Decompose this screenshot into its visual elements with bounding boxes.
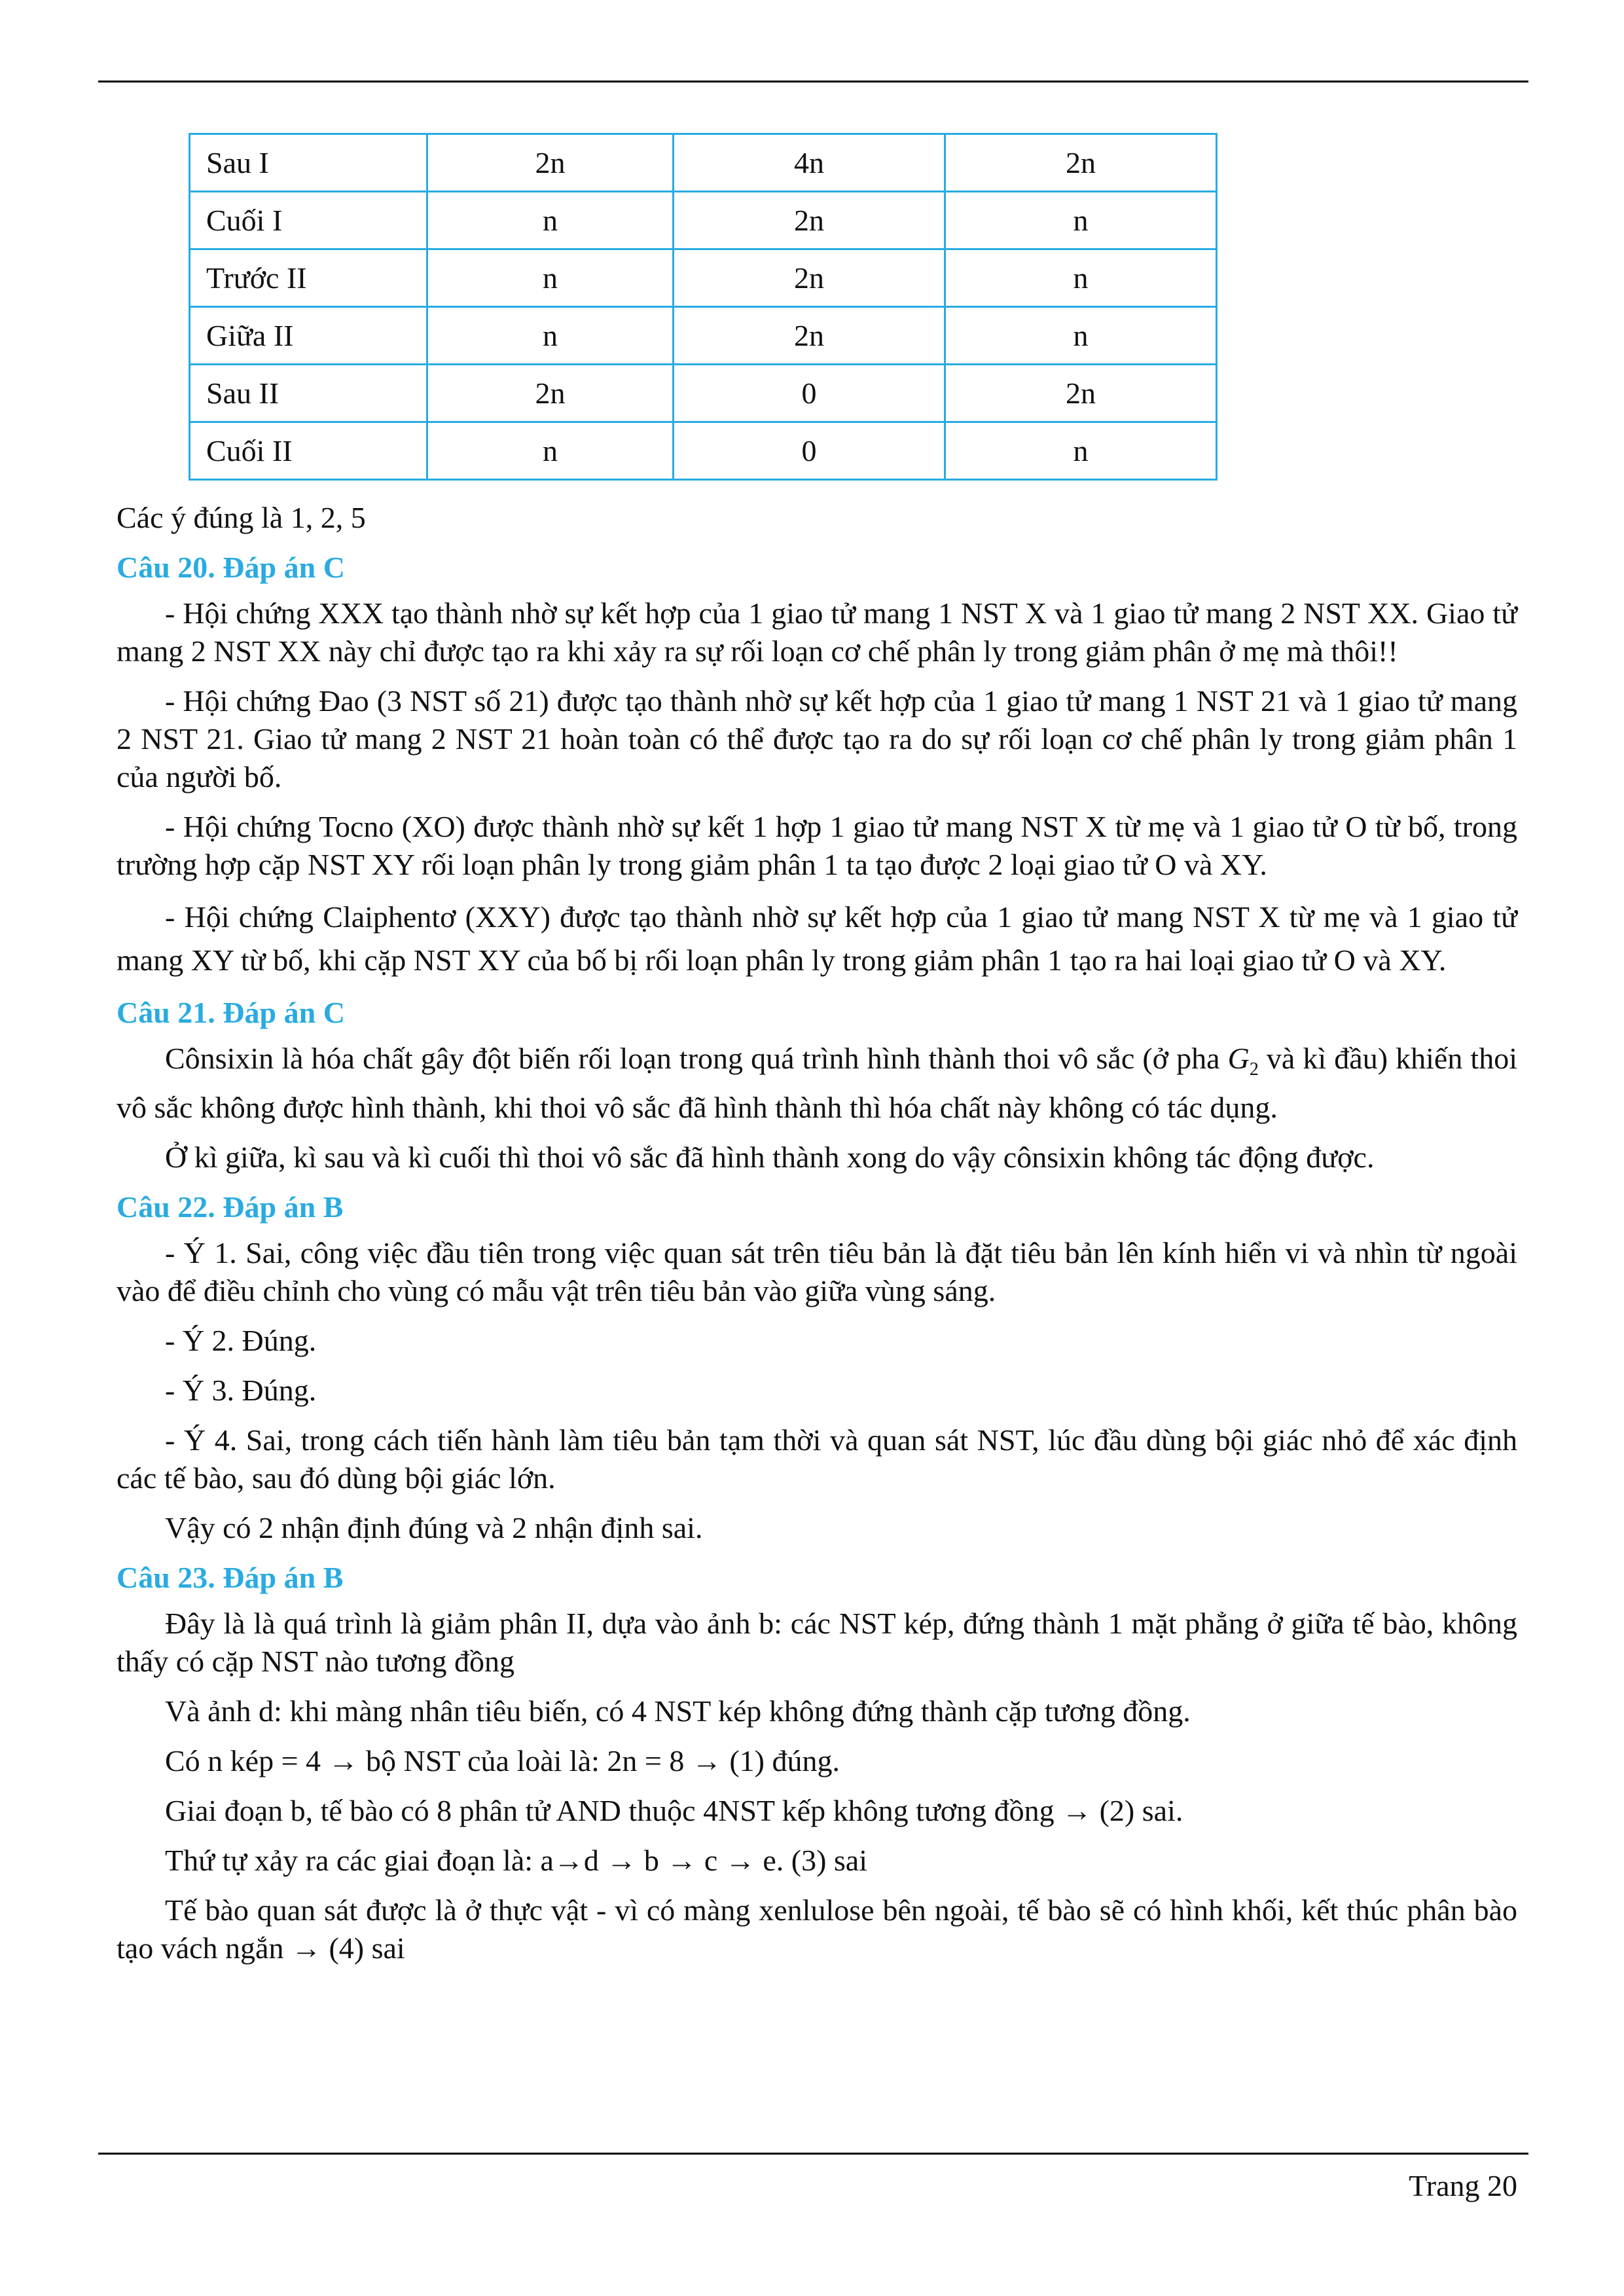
table-cell: n xyxy=(427,422,674,480)
question-22-heading: Câu 22. Đáp án B xyxy=(117,1190,344,1224)
page-number: Trang 20 xyxy=(1409,2169,1517,2202)
table-row xyxy=(190,134,1217,192)
g-subscript: 2 xyxy=(1249,1059,1259,1080)
table-cell: 2n xyxy=(674,192,945,249)
question-20-heading: Câu 20. Đáp án C xyxy=(117,551,345,584)
q23-paragraph: Thứ tự xảy ra các giai đoạn là: a→d → b → c → e. (3) sai xyxy=(165,1844,868,1878)
table-cell: 2n xyxy=(945,365,1217,422)
question-21-heading: Câu 21. Đáp án C xyxy=(117,996,345,1029)
footer-rule xyxy=(98,2153,1528,2155)
q23-paragraph: Đây là là quá trình là giảm phân II, dựa vào ảnh b: các NST kép, đứng thành 1 mặt phẳng ở giữa tế bào, không thấy có cặp NST nào tương đồng xyxy=(117,1607,1517,1679)
table-cell: 2n xyxy=(674,307,945,365)
q21-paragraph: Ở kì giữa, kì sau và kì cuối thì thoi vô sắc đã hình thành xong do vậy cônsixin không tác động được. xyxy=(165,1140,1375,1175)
q22-paragraph: - Ý 1. Sai, công việc đầu tiên trong việc quan sát trên tiêu bản là đặt tiêu bản lên kính hiển vi và nhìn từ ngoài vào để điều chỉnh cho vùng có mẫu vật trên tiêu bản vào giữa vùng sáng. xyxy=(117,1236,1517,1308)
q20-paragraph: - Hội chứng Claiphentơ (XXY) được tạo thành nhờ sự kết hợp của 1 giao tử mang NST X từ mẹ và 1 giao tử mang XY từ bố, khi cặp NST XY của bố bị rối loạn phân ly trong giảm phân 1 tạo ra hai loại giao tử O và XY. xyxy=(117,900,1517,977)
q22-paragraph: - Ý 3. Đúng. xyxy=(165,1374,317,1408)
table-cell: n xyxy=(427,307,674,365)
table-cell: 0 xyxy=(674,365,945,422)
q21-text-part: Cônsixin là hóa chất gây đột biến rối loạn trong quá trình hình thành thoi vô sắc (ở pha xyxy=(165,1042,1228,1075)
table-row xyxy=(190,365,1217,422)
q21-text-part: và kì đầu) khiến thoi vô sắc không được hình thành, khi thoi vô sắc đã hình thành thì hóa chất này không có tác dụng. xyxy=(117,1042,1517,1125)
table-cell: 2n xyxy=(945,134,1217,192)
answer-content xyxy=(117,499,1517,1979)
table-cell: Cuối II xyxy=(190,422,427,480)
table-cell: 0 xyxy=(674,422,945,480)
g-letter: G xyxy=(1227,1042,1250,1075)
q20-paragraph: - Hội chứng Tocno (XO) được thành nhờ sự kết 1 hợp 1 giao tử mang NST X từ mẹ và 1 giao tử O từ bố, trong trường hợp cặp NST XY rối loạn phân ly trong giảm phân 1 ta tạo được 2 loại giao tử O và XY. xyxy=(117,810,1517,881)
table-cell: n xyxy=(945,249,1217,307)
table-row xyxy=(190,192,1217,249)
table-cell: n xyxy=(427,192,674,249)
table-cell: n xyxy=(945,192,1217,249)
q23-paragraph: Có n kép = 4 → bộ NST của loài là: 2n = 8 → (1) đúng. xyxy=(165,1744,840,1778)
table-cell: Cuối I xyxy=(190,192,427,249)
table-cell: Trước II xyxy=(190,249,427,307)
g2-phase-symbol xyxy=(1227,1042,1259,1080)
intro-line: Các ý đúng là 1, 2, 5 xyxy=(117,501,366,534)
q20-paragraph: - Hội chứng XXX tạo thành nhờ sự kết hợp của 1 giao tử mang 1 NST X và 1 giao tử mang 2 NST XX. Giao tử mang 2 NST XX này chỉ được tạo ra khi xảy ra sự rối loạn cơ chế phân ly trong giảm phân ở mẹ mà thôi!! xyxy=(117,596,1517,668)
q20-paragraph: - Hội chứng Đao (3 NST số 21) được tạo thành nhờ sự kết hợp của 1 giao tử mang 1 NST 21 và 1 giao tử mang 2 NST 21. Giao tử mang 2 NST 21 hoàn toàn có thể được tạo ra do sự rối loạn cơ chế phân ly trong giảm phân 1 của người bố. xyxy=(117,684,1517,793)
table-cell: n xyxy=(945,422,1217,480)
table-cell: n xyxy=(945,307,1217,365)
table-cell: Sau II xyxy=(190,365,427,422)
table-cell: Giữa II xyxy=(190,307,427,365)
chromosome-stage-table xyxy=(189,133,1218,481)
question-23-heading: Câu 23. Đáp án B xyxy=(117,1561,344,1595)
q23-paragraph: Giai đoạn b, tế bào có 8 phân tử AND thuộc 4NST kếp không tương đồng → (2) sai. xyxy=(165,1794,1183,1828)
table-row xyxy=(190,307,1217,365)
table-cell: 4n xyxy=(674,134,945,192)
q22-paragraph: Vậy có 2 nhận định đúng và 2 nhận định sai. xyxy=(165,1511,703,1545)
table-cell: 2n xyxy=(674,249,945,307)
table-cell: Sau I xyxy=(190,134,427,192)
q22-paragraph: - Ý 2. Đúng. xyxy=(165,1324,317,1358)
q23-paragraph: Và ảnh d: khi màng nhân tiêu biến, có 4 NST kép không đứng thành cặp tương đồng. xyxy=(165,1694,1191,1728)
header-rule xyxy=(98,81,1528,82)
table-cell: 2n xyxy=(427,134,674,192)
table-row xyxy=(190,422,1217,480)
q21-paragraph xyxy=(117,1040,1517,1127)
table-cell: n xyxy=(427,249,674,307)
table-row xyxy=(190,249,1217,307)
table-cell: 2n xyxy=(427,365,674,422)
q23-paragraph: Tế bào quan sát được là ở thực vật - vì có màng xenlulose bên ngoài, tế bào sẽ có hình khối, kết thúc phân bào tạo vách ngắn → (4) sai xyxy=(117,1893,1517,1965)
q22-paragraph: - Ý 4. Sai, trong cách tiến hành làm tiêu bản tạm thời và quan sát NST, lúc đầu dùng bội giác nhỏ để xác định các tế bào, sau đó dùng bội giác lớn. xyxy=(117,1423,1517,1495)
